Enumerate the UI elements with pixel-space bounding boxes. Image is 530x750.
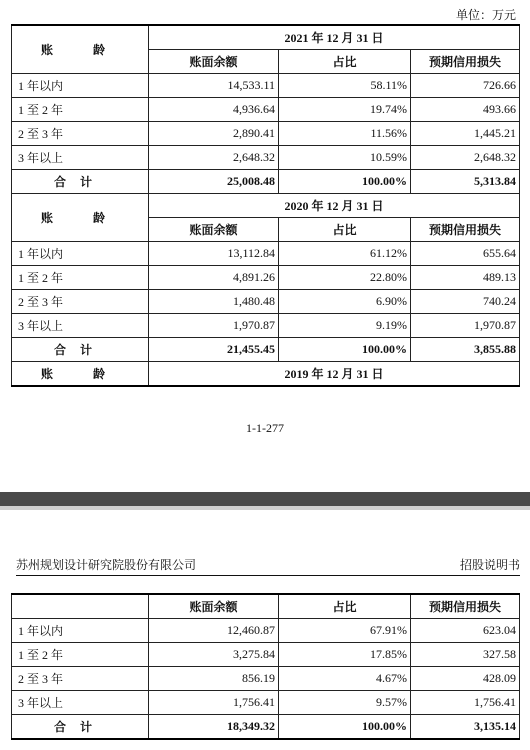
aging-table-page2 bbox=[11, 593, 520, 740]
row-label: 2 至 3 年 bbox=[12, 122, 149, 146]
total-loss: 3,135.14 bbox=[411, 715, 520, 740]
loss-cell: 1,970.87 bbox=[411, 314, 520, 338]
balance-cell: 14,533.11 bbox=[149, 74, 279, 98]
row-label: 1 至 2 年 bbox=[12, 266, 149, 290]
balance-cell: 4,891.26 bbox=[149, 266, 279, 290]
unit-label: 单位：万元 bbox=[455, 8, 516, 22]
loss-cell: 726.66 bbox=[411, 74, 520, 98]
balance-cell: 2,890.41 bbox=[149, 122, 279, 146]
date-header-2020: 2020 年 12 月 31 日 bbox=[149, 194, 520, 218]
page-break-bar bbox=[0, 492, 530, 506]
loss-cell: 655.64 bbox=[411, 242, 520, 266]
doc-type: 招股说明书 bbox=[459, 558, 520, 572]
col-loss-header: 预期信用损失 bbox=[411, 594, 520, 619]
col-loss-header: 预期信用损失 bbox=[411, 218, 520, 242]
table-row bbox=[12, 266, 520, 290]
total-label: 合计 bbox=[12, 338, 149, 362]
date-header-2021: 2021 年 12 月 31 日 bbox=[149, 25, 520, 50]
total-loss: 5,313.84 bbox=[411, 170, 520, 194]
table-row bbox=[12, 122, 520, 146]
table-row bbox=[12, 98, 520, 122]
ratio-cell: 58.11% bbox=[279, 74, 411, 98]
total-row bbox=[12, 170, 520, 194]
ratio-cell: 22.80% bbox=[279, 266, 411, 290]
row-label: 3 年以上 bbox=[12, 691, 149, 715]
balance-cell: 13,112.84 bbox=[149, 242, 279, 266]
date-header-2019: 2019 年 12 月 31 日 bbox=[149, 362, 520, 387]
total-label: 合计 bbox=[12, 170, 149, 194]
row-label: 3 年以上 bbox=[12, 146, 149, 170]
balance-cell: 1,970.87 bbox=[149, 314, 279, 338]
ratio-cell: 11.56% bbox=[279, 122, 411, 146]
total-ratio: 100.00% bbox=[279, 170, 411, 194]
empty-header-cell bbox=[12, 594, 149, 619]
loss-cell: 2,648.32 bbox=[411, 146, 520, 170]
balance-cell: 1,756.41 bbox=[149, 691, 279, 715]
total-loss: 3,855.88 bbox=[411, 338, 520, 362]
balance-cell: 2,648.32 bbox=[149, 146, 279, 170]
row-label: 1 年以内 bbox=[12, 74, 149, 98]
total-ratio: 100.00% bbox=[279, 715, 411, 740]
row-label: 1 年以内 bbox=[12, 619, 149, 643]
balance-cell: 4,936.64 bbox=[149, 98, 279, 122]
ratio-cell: 67.91% bbox=[279, 619, 411, 643]
ratio-cell: 17.85% bbox=[279, 643, 411, 667]
table-row bbox=[12, 242, 520, 266]
loss-cell: 740.24 bbox=[411, 290, 520, 314]
doc-header bbox=[16, 556, 520, 576]
row-label: 1 至 2 年 bbox=[12, 98, 149, 122]
page-break-shadow bbox=[0, 506, 530, 510]
row-label: 2 至 3 年 bbox=[12, 290, 149, 314]
ratio-cell: 9.19% bbox=[279, 314, 411, 338]
table-row bbox=[12, 74, 520, 98]
aging-header-2020: 账 龄 bbox=[12, 194, 149, 242]
table-row bbox=[12, 146, 520, 170]
loss-cell: 327.58 bbox=[411, 643, 520, 667]
total-label: 合计 bbox=[12, 715, 149, 740]
aging-table-page1 bbox=[11, 24, 520, 387]
total-row bbox=[12, 338, 520, 362]
col-loss-header: 预期信用损失 bbox=[411, 50, 520, 74]
col-balance-header: 账面余额 bbox=[149, 50, 279, 74]
ratio-cell: 61.12% bbox=[279, 242, 411, 266]
table-row bbox=[12, 619, 520, 643]
loss-cell: 428.09 bbox=[411, 667, 520, 691]
table-row bbox=[12, 691, 520, 715]
loss-cell: 493.66 bbox=[411, 98, 520, 122]
loss-cell: 1,445.21 bbox=[411, 122, 520, 146]
row-label: 1 至 2 年 bbox=[12, 643, 149, 667]
col-balance-header: 账面余额 bbox=[149, 218, 279, 242]
total-ratio: 100.00% bbox=[279, 338, 411, 362]
row-label: 3 年以上 bbox=[12, 314, 149, 338]
table-row bbox=[12, 290, 520, 314]
ratio-cell: 4.67% bbox=[279, 667, 411, 691]
row-label: 1 年以内 bbox=[12, 242, 149, 266]
total-balance: 18,349.32 bbox=[149, 715, 279, 740]
table-row bbox=[12, 314, 520, 338]
total-balance: 25,008.48 bbox=[149, 170, 279, 194]
page-number: 1-1-277 bbox=[246, 421, 284, 435]
col-ratio-header: 占比 bbox=[279, 218, 411, 242]
row-label: 2 至 3 年 bbox=[12, 667, 149, 691]
aging-header-2019: 账 龄 bbox=[12, 362, 149, 387]
loss-cell: 1,756.41 bbox=[411, 691, 520, 715]
balance-cell: 856.19 bbox=[149, 667, 279, 691]
ratio-cell: 9.57% bbox=[279, 691, 411, 715]
ratio-cell: 10.59% bbox=[279, 146, 411, 170]
total-row bbox=[12, 715, 520, 740]
aging-header-2021: 账 龄 bbox=[12, 25, 149, 74]
table-row bbox=[12, 643, 520, 667]
loss-cell: 623.04 bbox=[411, 619, 520, 643]
ratio-cell: 19.74% bbox=[279, 98, 411, 122]
col-balance-header: 账面余额 bbox=[149, 594, 279, 619]
balance-cell: 3,275.84 bbox=[149, 643, 279, 667]
company-name: 苏州规划设计研究院股份有限公司 bbox=[16, 558, 197, 572]
balance-cell: 1,480.48 bbox=[149, 290, 279, 314]
loss-cell: 489.13 bbox=[411, 266, 520, 290]
col-ratio-header: 占比 bbox=[279, 594, 411, 619]
balance-cell: 12,460.87 bbox=[149, 619, 279, 643]
ratio-cell: 6.90% bbox=[279, 290, 411, 314]
total-balance: 21,455.45 bbox=[149, 338, 279, 362]
col-ratio-header: 占比 bbox=[279, 50, 411, 74]
table-row bbox=[12, 667, 520, 691]
